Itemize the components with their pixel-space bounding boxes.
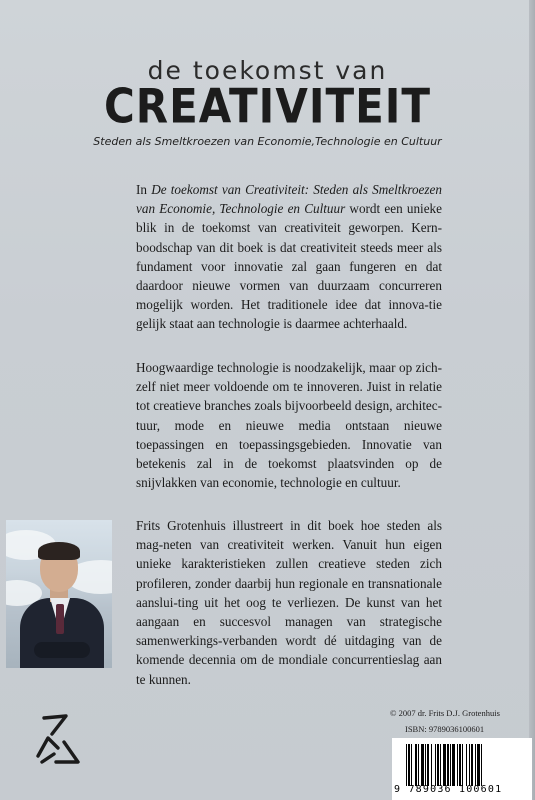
photo-arms [34,642,90,658]
paragraph-intro [136,180,442,334]
barcode-bars [406,744,524,786]
photo-hair [38,542,80,560]
isbn-label: ISBN: 9789036100601 [405,724,485,734]
barcode-bar [482,744,484,786]
photo-tie [56,604,64,634]
intro-prefix: In [136,182,152,197]
copyright-text: © 2007 dr. Frits D.J. Grotenhuis [390,708,500,718]
subtitle: Steden als Smeltkroezen van Economie,Technologie en Cultuur [93,135,442,148]
paragraph-author: Frits Grotenhuis illustreert in dit boek hoe steden als mag-neten van creativiteit werken. Vanuit hun eigen unieke karakteristieken zullen creatieve steden zich profileren, zonder daarbij hun regionale en transnationale aanslui-ting uit het oog te verliezen. De kunst van het aangaan en succesvol managen van strategische samenwerkings-verbanden wordt dé uitdaging van de komende decennia om de mondiale concurrentieslag aan te kunnen. [136,518,442,687]
title-small: de toekomst van [147,56,388,85]
intro-rest: wordt een unieke blik in de toekomst van creativiteit geworpen. Kern-boodschap van dit boek is dat creativiteit steeds meer als fundament voor innovatie zal gaan fungeren en dat daardoor nieuwe vormen van duurzaam concurreren mogelijk worden. Het traditionele idee dat innova-tie gelijk staat aan technologie is daarmee achterhaald. [136,201,443,332]
barcode [392,738,532,800]
paragraph-technology: Hoogwaardige technologie is noodzakelijk, maar op zich-zelf niet meer voldoende om te innoveren. Juist in relatie tot creatieve branches zoals bijvoorbeeld design, architec-tuur, mode en nieuwe media ontstaan nieuwe toepassingen en toepassingsgebieden. Innovatie van betekenis zal in de toekomst plaatsvinden op de snijvlakken van economie, technologie en cultuur. [136,360,442,491]
intro-book-title: De toekomst van Creativiteit: Steden als Smeltkroezen van Economie, Technologie en Cultuur [136,182,442,217]
title-main: CREATIVITEIT [103,79,432,134]
barcode-digits: 9 789036 100601 [394,784,503,795]
publisher-logo-icon [34,712,84,770]
author-photo [6,520,112,668]
